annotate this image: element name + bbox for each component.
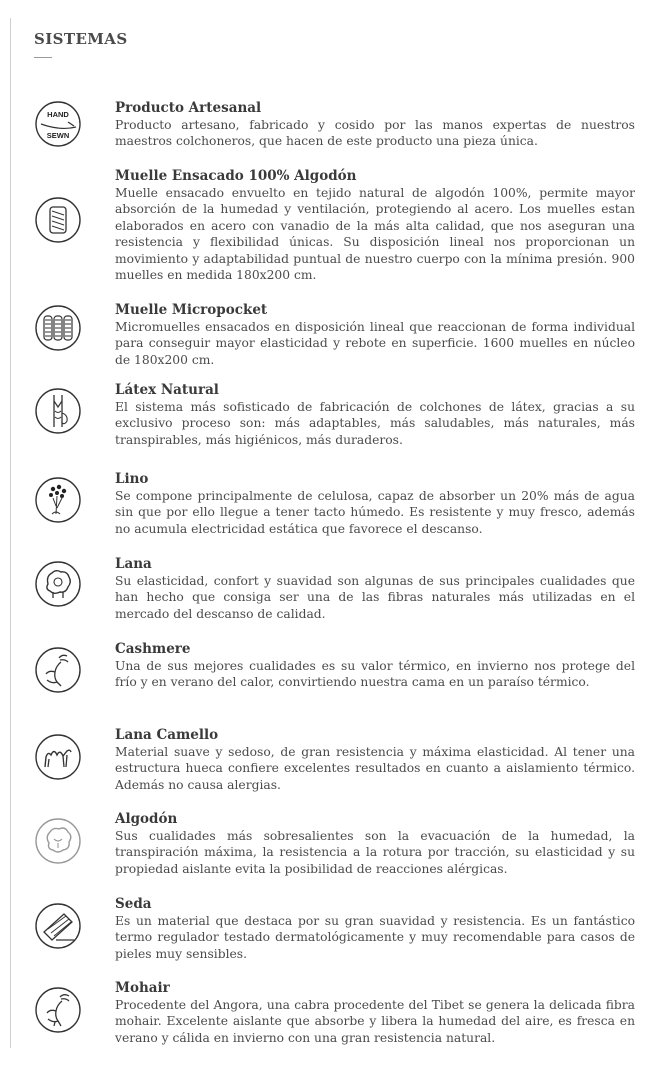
feature-text <box>115 100 635 150</box>
sheep-icon <box>34 560 82 608</box>
feature-description: Su elasticidad, confort y suavidad son algunas de sus principales cualidades que han hecho que consiga ser una de las fibras naturales más utilizadas en el mercado del descanso de calidad. <box>115 574 635 621</box>
feature-text <box>115 811 635 877</box>
angora-goat-icon <box>34 986 82 1034</box>
feature-text <box>115 896 635 962</box>
feature-description: Material suave y sedoso, de gran resistencia y máxima elasticidad. Al tener una estructura hueca confiere excelentes resultados en cuanto a aislamiento térmico. Además no causa alergias. <box>115 745 635 792</box>
cashmere-goat-icon <box>34 646 82 694</box>
feature-title: Muelle Ensacado 100% Algodón <box>115 168 357 184</box>
hand-sewn-icon <box>34 100 82 148</box>
feature-text <box>115 382 635 448</box>
feature-description: Procedente del Angora, una cabra procedente del Tibet se genera la delicada fibra mohair. Excelente aislante que absorbe y libera la humedad del aire, es fresca en verano y cálida en invierno con una gran resistencia natural. <box>115 998 635 1045</box>
latex-tree-icon <box>34 387 82 435</box>
feature-title: Lana <box>115 556 152 572</box>
feature-title: Mohair <box>115 980 170 996</box>
camel-icon <box>34 733 82 781</box>
feature-text <box>115 556 635 622</box>
feature-text <box>115 302 635 368</box>
feature-title: Lana Camello <box>115 727 219 743</box>
svg-text:SEWN: SEWN <box>46 131 70 140</box>
feature-title: Producto Artesanal <box>115 100 262 116</box>
svg-text:HAND: HAND <box>47 110 69 119</box>
section-title-underline <box>34 57 52 58</box>
pocket-spring-icon <box>34 196 82 244</box>
feature-title: Seda <box>115 896 152 912</box>
section-title: SISTEMAS <box>34 30 128 48</box>
feature-title: Algodón <box>115 811 178 827</box>
feature-description: Una de sus mejores cualidades es su valor térmico, en invierno nos protege del frío y en verano del calor, convirtiendo nuestra cama en un paraíso térmico. <box>115 659 635 690</box>
feature-description: Micromuelles ensacados en disposición lineal que reaccionan de forma individual para conseguir mayor elasticidad y rebote en superficie. 1600 muelles en núcleo de 180x200 cm. <box>115 320 635 367</box>
feature-title: Látex Natural <box>115 382 219 398</box>
feature-description: Se compone principalmente de celulosa, capaz de absorber un 20% más de agua sin que por ello llegue a tener tacto húmedo. Es resistente y muy fresco, además no acumula electricidad estática que favorece el descanso. <box>115 489 635 536</box>
left-divider <box>10 18 11 1048</box>
feature-description: Producto artesano, fabricado y cosido por las manos expertas de nuestros maestros colchoneros, que hacen de este producto una pieza única. <box>115 118 635 149</box>
feature-text <box>115 168 635 283</box>
feature-description: Sus cualidades más sobresalientes son la evacuación de la humedad, la transpiración máxima, la resistencia a la rotura por tracción, su elasticidad y su propiedad aislante evita la posibilidad de reacciones alérgicas. <box>115 829 635 876</box>
cotton-boll-icon <box>34 817 82 865</box>
feature-text <box>115 471 635 537</box>
feature-text <box>115 980 635 1046</box>
feature-text <box>115 641 635 691</box>
micropocket-icon <box>34 304 82 352</box>
flax-flower-icon <box>34 476 82 524</box>
feature-title: Lino <box>115 471 149 487</box>
feature-title: Muelle Micropocket <box>115 302 268 318</box>
feature-text <box>115 727 635 793</box>
silk-roll-icon <box>34 902 82 950</box>
feature-description: Es un material que destaca por su gran suavidad y resistencia. Es un fantástico termo regulador testado dermatológicamente y muy recomendable para casos de pieles muy sensibles. <box>115 914 635 961</box>
feature-description: Muelle ensacado envuelto en tejido natural de algodón 100%, permite mayor absorción de la humedad y ventilación, protegiendo al acero. Los muelles estan elaborados en acero con vanadio de la más alta calidad, que nos aseguran una resistencia y flexibilidad únicas. Su disposición lineal nos proporcionan un movimiento y adaptabilidad puntual de nuestro cuerpo con la mínima presión. 900 muelles en medida 180x200 cm. <box>115 186 635 283</box>
feature-title: Cashmere <box>115 641 191 657</box>
feature-description: El sistema más sofisticado de fabricación de colchones de látex, gracias a su exclusivo proceso son: más adaptables, más saludables, más naturales, más transpirables, más higiénicos, más duraderos. <box>115 400 635 447</box>
